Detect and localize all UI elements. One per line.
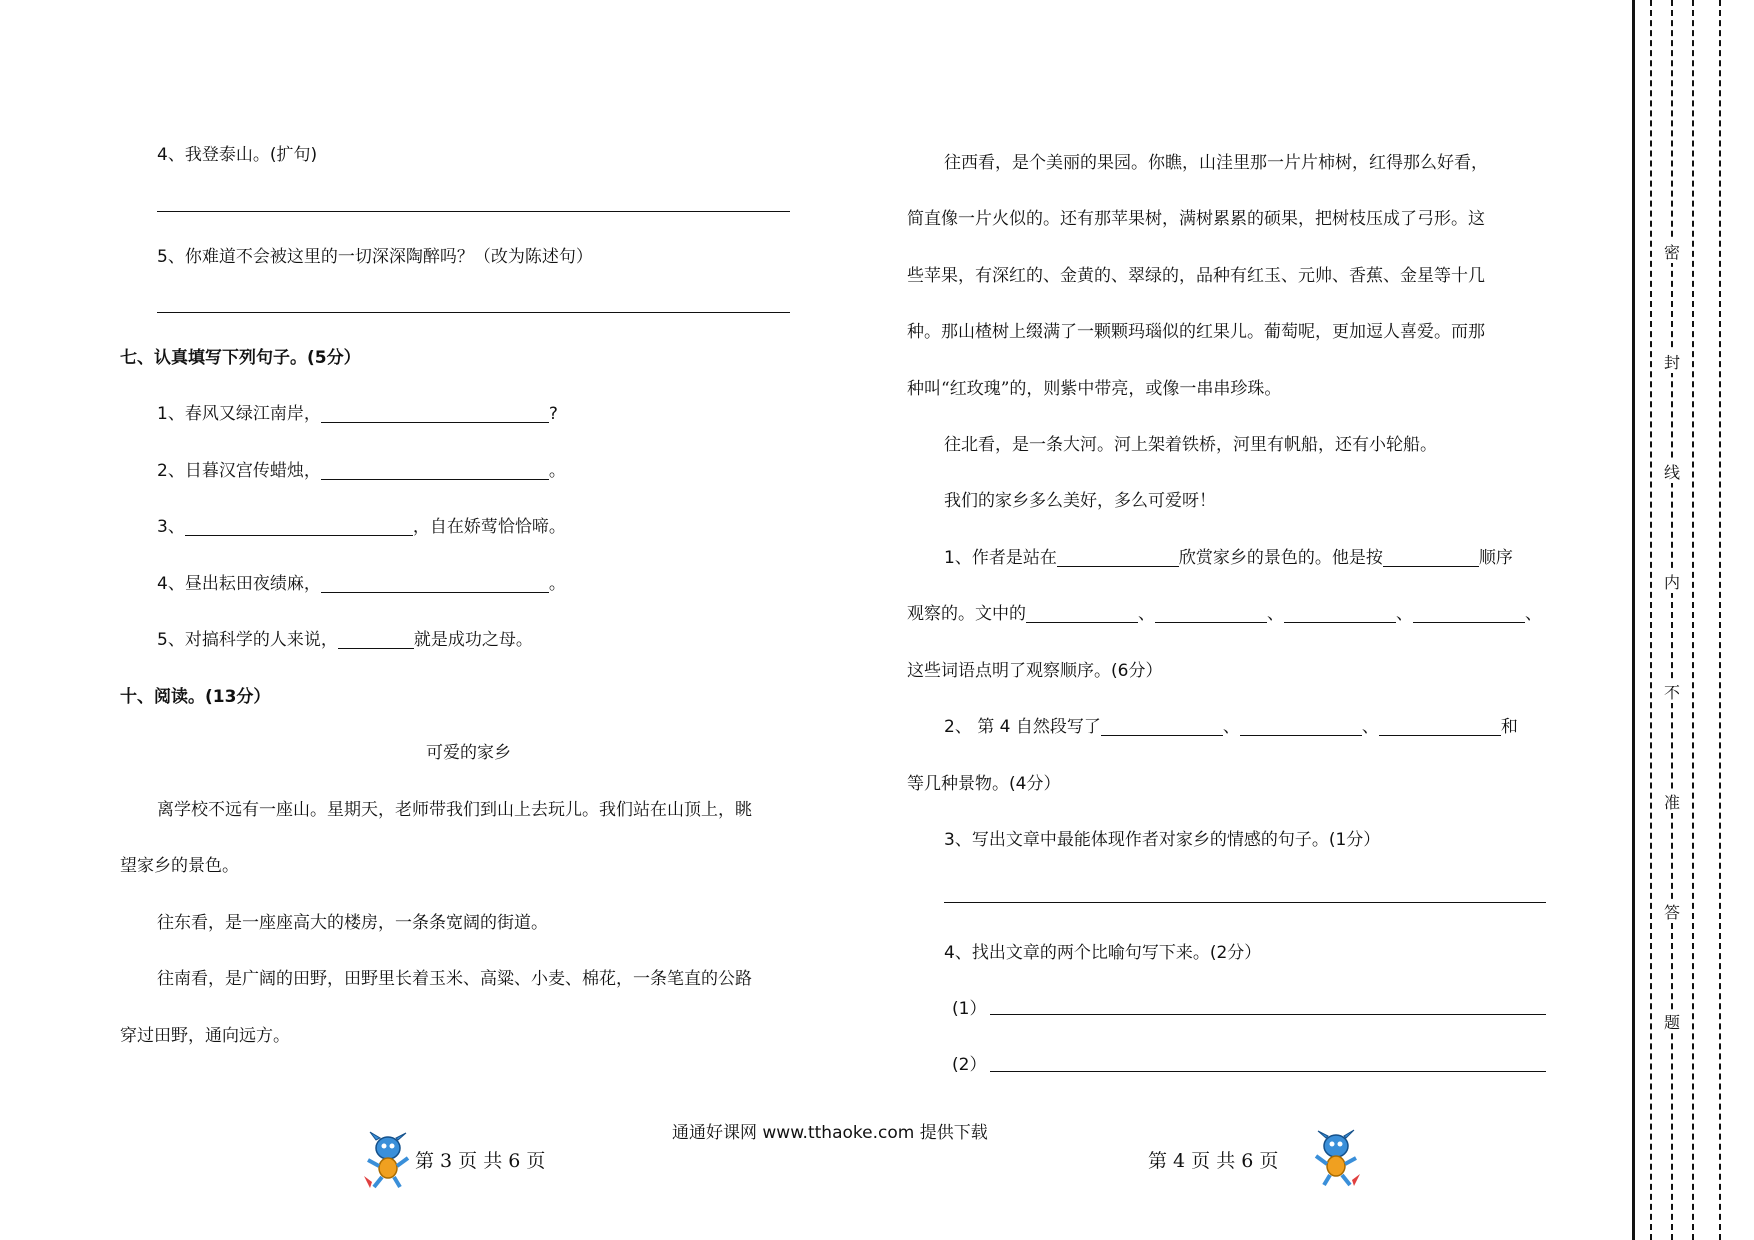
rq1-sep-1: 、 (1138, 604, 1155, 624)
reading-question-4: 4、找出文章的两个比喻句写下来。(2分） (944, 943, 1262, 963)
poem-line-5 (157, 625, 533, 650)
poem-line-1-text: 1、春风又绿江南岸， (157, 404, 321, 424)
binding-dashed-rule-1 (1650, 0, 1652, 1240)
rq2-sep-1: 、 (1222, 717, 1240, 737)
rq2-text-b: 和 (1500, 717, 1518, 737)
blank-7-4[interactable] (321, 574, 549, 593)
rq2-text-a: 2、 第 4 自然段写了 (944, 717, 1101, 737)
passage-title: 可爱的家乡 (426, 743, 511, 763)
passage-para-4-line-5: 种叫“红玫瑰”的，则紫中带亮，或像一串串珍珠。 (907, 379, 1282, 399)
poem-line-2 (157, 456, 566, 481)
poem-line-5-end: 就是成功之母。 (413, 630, 533, 650)
binding-char-1: 密 (1660, 240, 1684, 263)
poem-line-3-text: ，自在娇莺恰恰啼。 (412, 517, 566, 537)
rq4-item-1-label: (1） (952, 999, 987, 1019)
rq1-text-c: 顺序 (1478, 548, 1513, 568)
blank-7-2[interactable] (321, 461, 549, 480)
blank-rq1-word-4[interactable] (1413, 604, 1525, 623)
poem-line-4 (157, 569, 566, 594)
rq1-sep-2: 、 (1267, 604, 1284, 624)
blank-rq1-word-2[interactable] (1155, 604, 1267, 623)
poem-line-3-num: 3、 (157, 517, 185, 537)
binding-solid-rule (1632, 0, 1635, 1240)
mascot-right-icon (1312, 1128, 1362, 1188)
blank-rq2-2[interactable] (1240, 717, 1362, 736)
blank-rq1-order[interactable] (1383, 548, 1479, 567)
binding-char-6: 准 (1660, 790, 1684, 813)
passage-para-3-line-1: 往南看，是广阔的田野，田野里长着玉米、高粱、小麦、棉花，一条笔直的公路 (157, 969, 752, 989)
reading-question-2-line-1 (944, 712, 1518, 737)
rq1-text-a: 1、作者是站在 (944, 548, 1057, 568)
blank-rq1-word-1[interactable] (1026, 604, 1138, 623)
blank-7-1[interactable] (321, 404, 549, 423)
section-7-title: 七、认真填写下列句子。(5分） (120, 348, 361, 368)
answer-line-rq3[interactable] (944, 902, 1546, 903)
rq4-item-2-label: (2） (952, 1055, 987, 1075)
binding-char-4: 内 (1660, 570, 1684, 593)
poem-line-3 (157, 512, 566, 537)
passage-para-2: 往东看，是一座座高大的楼房，一条条宽阔的街道。 (157, 913, 548, 933)
question-6-5: 5、你难道不会被这里的一切深深陶醉吗？（改为陈述句） (157, 247, 593, 267)
poem-line-4-end: 。 (548, 574, 566, 594)
poem-line-4-text: 4、昼出耘田夜绩麻， (157, 574, 321, 594)
passage-para-3-line-2: 穿过田野，通向远方。 (120, 1026, 290, 1046)
poem-line-1 (157, 399, 558, 424)
poem-line-5-text: 5、对搞科学的人来说， (157, 630, 338, 650)
poem-line-1-end: ? (548, 404, 558, 424)
rq1-text-b: 欣赏家乡的景色的。他是按 (1178, 548, 1383, 568)
passage-para-4-line-2: 简直像一片火似的。还有那苹果树，满树累累的硕果，把树枝压成了弓形。这 (907, 209, 1485, 229)
binding-char-5: 不 (1660, 680, 1684, 703)
answer-line-6-4[interactable] (157, 211, 790, 212)
blank-rq1-place[interactable] (1057, 548, 1179, 567)
blank-7-3[interactable] (185, 517, 413, 536)
passage-para-4-line-3: 些苹果，有深红的、金黄的、翠绿的，品种有红玉、元帅、香蕉、金星等十几 (907, 266, 1485, 286)
rq2-sep-2: 、 (1361, 717, 1379, 737)
binding-char-7: 答 (1660, 900, 1684, 923)
reading-question-2-line-2: 等几种景物。(4分） (907, 774, 1061, 794)
binding-dashed-rule-3 (1692, 0, 1694, 1240)
section-10-title: 十、阅读。(13分） (120, 687, 271, 707)
answer-line-6-5[interactable] (157, 312, 790, 313)
passage-para-6: 我们的家乡多么美好，多么可爱呀！ (944, 491, 1216, 511)
question-6-4: 4、我登泰山。(扩句) (157, 145, 318, 165)
rq1-text-d: 观察的。文中的 (907, 604, 1026, 624)
passage-para-4-line-4: 种。那山楂树上缀满了一颗颗玛瑙似的红果儿。葡萄呢，更加逗人喜爱。而那 (907, 322, 1485, 342)
rq1-sep-3: 、 (1396, 604, 1413, 624)
passage-para-5: 往北看，是一条大河。河上架着铁桥，河里有帆船，还有小轮船。 (944, 435, 1437, 455)
rq1-sep-4: 、 (1525, 604, 1542, 624)
passage-para-4-line-1: 往西看，是个美丽的果园。你瞧，山洼里那一片片柿树，红得那么好看， (944, 153, 1488, 173)
binding-dashed-rule-2 (1671, 0, 1673, 1240)
page-number-right: 第 4 页 共 6 页 (1148, 1150, 1279, 1172)
blank-rq2-1[interactable] (1101, 717, 1223, 736)
reading-question-1-line-2 (907, 599, 1542, 624)
page-number-left: 第 3 页 共 6 页 (415, 1150, 546, 1172)
binding-char-2: 封 (1660, 350, 1684, 373)
poem-line-2-text: 2、日暮汉宫传蜡烛， (157, 461, 321, 481)
answer-line-rq4-1[interactable] (990, 1014, 1546, 1015)
reading-question-3: 3、写出文章中最能体现作者对家乡的情感的句子。(1分） (944, 830, 1381, 850)
binding-char-8: 题 (1660, 1010, 1684, 1033)
answer-line-rq4-2[interactable] (990, 1071, 1546, 1072)
passage-para-1-line-1: 离学校不远有一座山。星期天，老师带我们到山上去玩儿。我们站在山顶上，眺 (157, 800, 752, 820)
poem-line-2-end: 。 (548, 461, 566, 481)
blank-7-5[interactable] (338, 630, 414, 649)
footer-site-text: 通通好课网 www.tthaoke.com 提供下载 (672, 1123, 988, 1143)
blank-rq2-3[interactable] (1379, 717, 1501, 736)
reading-question-1-line-3: 这些词语点明了观察顺序。(6分） (907, 661, 1163, 681)
binding-char-3: 线 (1660, 460, 1684, 483)
binding-dashed-rule-4 (1719, 0, 1721, 1240)
blank-rq1-word-3[interactable] (1284, 604, 1396, 623)
passage-para-1-line-2: 望家乡的景色。 (120, 856, 239, 876)
reading-question-1-line-1 (944, 543, 1513, 568)
mascot-left-icon (362, 1130, 412, 1190)
